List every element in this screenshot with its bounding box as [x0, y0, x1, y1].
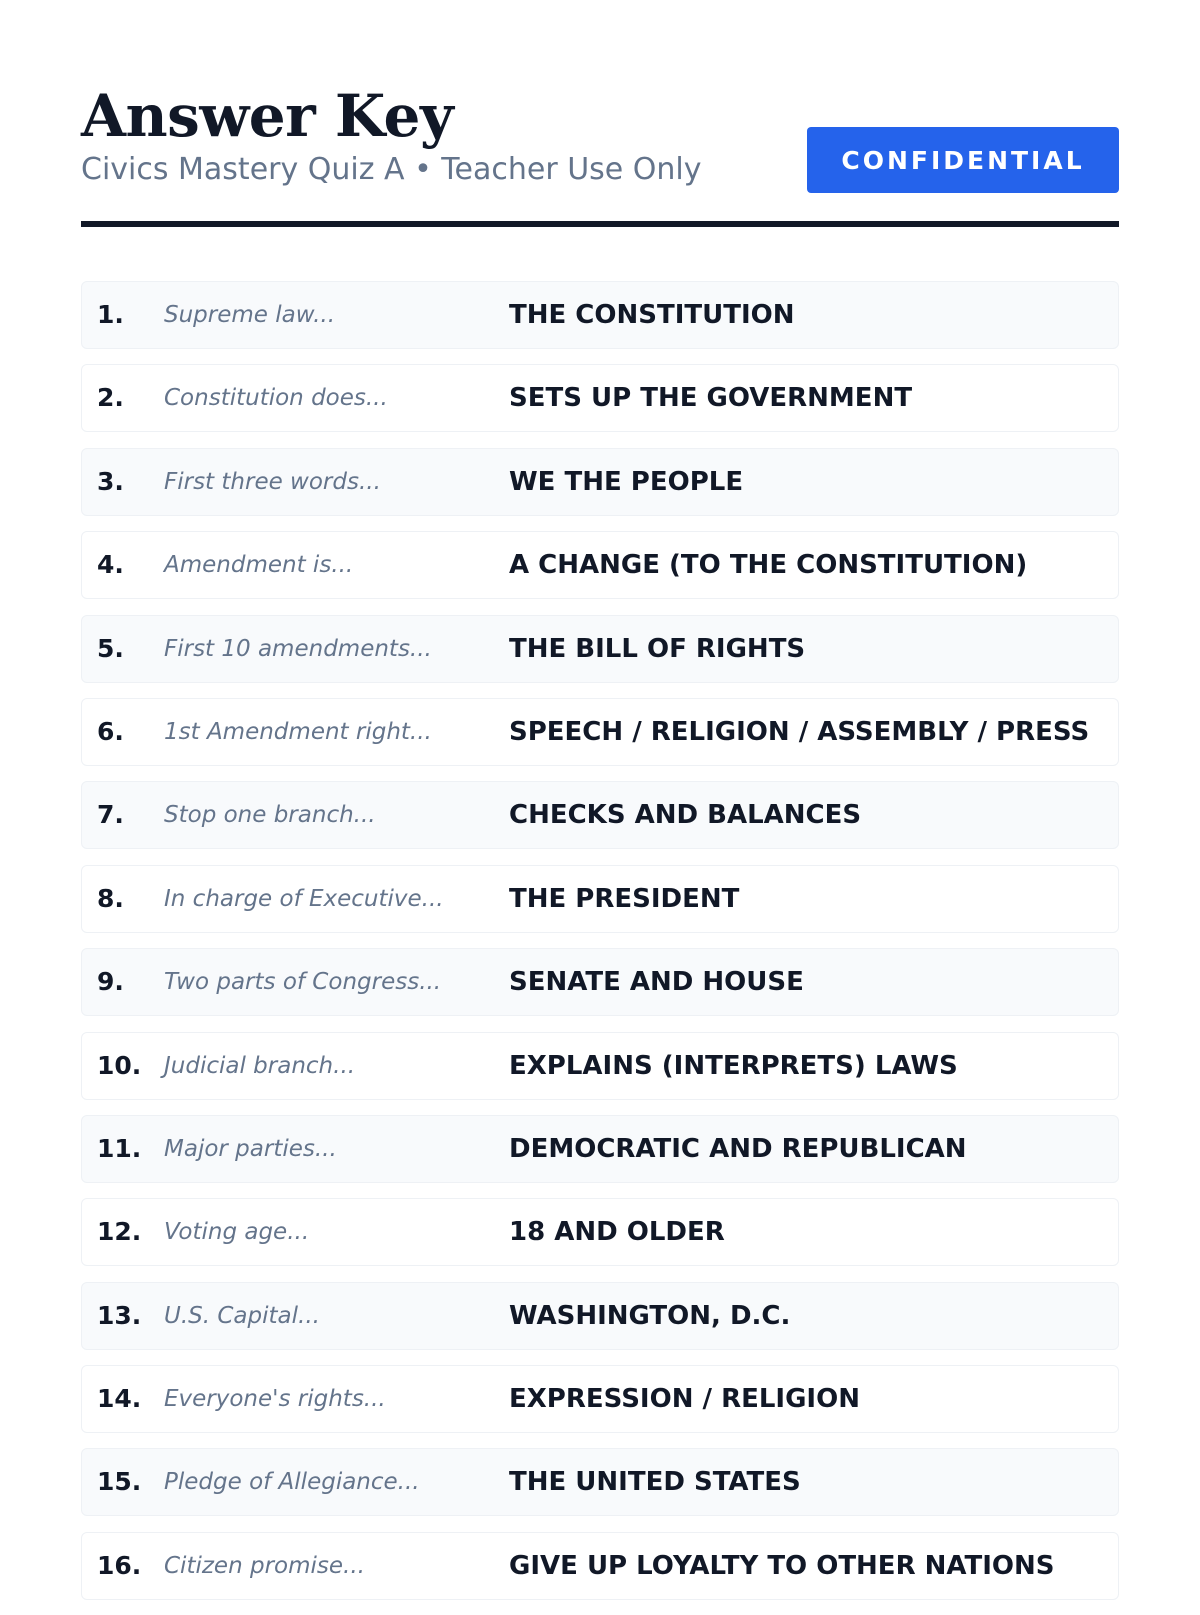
answer-row — [81, 615, 1119, 683]
answer-text: THE BILL OF RIGHTS — [509, 633, 806, 664]
question-prompt: First 10 amendments... — [164, 635, 432, 662]
answer-row — [81, 531, 1119, 599]
answer-text: THE PRESIDENT — [509, 883, 740, 914]
page-title: Answer Key — [81, 82, 454, 150]
question-prompt: Judicial branch... — [164, 1052, 356, 1079]
question-number: 9. — [97, 967, 124, 997]
question-prompt: Everyone's rights... — [164, 1386, 386, 1413]
question-prompt: Voting age... — [164, 1219, 310, 1246]
question-prompt: Citizen promise... — [164, 1552, 365, 1579]
question-number: 2. — [97, 383, 124, 413]
question-number: 7. — [97, 800, 124, 830]
question-number: 12. — [97, 1217, 142, 1247]
answer-list — [81, 281, 1119, 1615]
question-prompt: Major parties... — [164, 1135, 337, 1162]
answer-row — [81, 364, 1119, 432]
answer-row — [81, 948, 1119, 1016]
question-prompt: 1st Amendment right... — [164, 718, 432, 745]
answer-row — [81, 1282, 1119, 1350]
answer-text: EXPLAINS (INTERPRETS) LAWS — [509, 1050, 958, 1081]
answer-row — [81, 1532, 1119, 1600]
question-number: 16. — [97, 1550, 142, 1580]
answer-text: A CHANGE (TO THE CONSTITUTION) — [509, 550, 1028, 581]
answer-text: GIVE UP LOYALTY TO OTHER NATIONS — [509, 1550, 1055, 1581]
page-header — [81, 83, 1119, 228]
answer-text: SETS UP THE GOVERNMENT — [509, 383, 913, 414]
answer-text: 18 AND OLDER — [509, 1217, 725, 1248]
answer-text: THE UNITED STATES — [509, 1467, 801, 1498]
answer-text: DEMOCRATIC AND REPUBLICAN — [509, 1133, 967, 1164]
page-subtitle: Civics Mastery Quiz A • Teacher Use Only — [81, 152, 702, 187]
answer-row — [81, 781, 1119, 849]
answer-text: WASHINGTON, D.C. — [509, 1300, 791, 1331]
question-number: 14. — [97, 1384, 142, 1414]
answer-row — [81, 281, 1119, 349]
answer-text: CHECKS AND BALANCES — [509, 800, 862, 831]
question-number: 1. — [97, 300, 124, 329]
answer-row — [81, 1115, 1119, 1183]
question-number: 15. — [97, 1467, 142, 1497]
question-number: 5. — [97, 633, 124, 663]
question-prompt: Stop one branch... — [164, 802, 376, 829]
answer-row — [81, 865, 1119, 933]
answer-row — [81, 698, 1119, 766]
question-prompt: U.S. Capital... — [164, 1302, 320, 1329]
answer-row — [81, 1448, 1119, 1516]
question-prompt: Constitution does... — [164, 385, 388, 412]
question-number: 3. — [97, 466, 124, 496]
answer-row — [81, 1365, 1119, 1433]
header-divider — [81, 221, 1119, 227]
question-prompt: Supreme law... — [164, 302, 336, 328]
answer-text: EXPRESSION / RELIGION — [509, 1384, 860, 1415]
confidential-badge: CONFIDENTIAL — [807, 127, 1119, 193]
question-prompt: Amendment is... — [164, 552, 354, 579]
question-prompt: First three words... — [164, 468, 381, 495]
question-number: 11. — [97, 1133, 142, 1163]
question-number: 10. — [97, 1050, 142, 1080]
answer-text: THE CONSTITUTION — [509, 300, 795, 330]
answer-text: WE THE PEOPLE — [509, 466, 744, 497]
question-number: 6. — [97, 716, 124, 746]
answer-row — [81, 448, 1119, 516]
question-prompt: In charge of Executive... — [164, 885, 444, 912]
question-prompt: Pledge of Allegiance... — [164, 1469, 420, 1496]
answer-text: SPEECH / RELIGION / ASSEMBLY / PRESS — [509, 716, 1090, 747]
question-number: 4. — [97, 550, 124, 580]
question-prompt: Two parts of Congress... — [164, 969, 442, 996]
answer-text: SENATE AND HOUSE — [509, 967, 804, 998]
question-number: 13. — [97, 1300, 142, 1330]
question-number: 8. — [97, 883, 124, 913]
answer-row — [81, 1198, 1119, 1266]
answer-row — [81, 1032, 1119, 1100]
